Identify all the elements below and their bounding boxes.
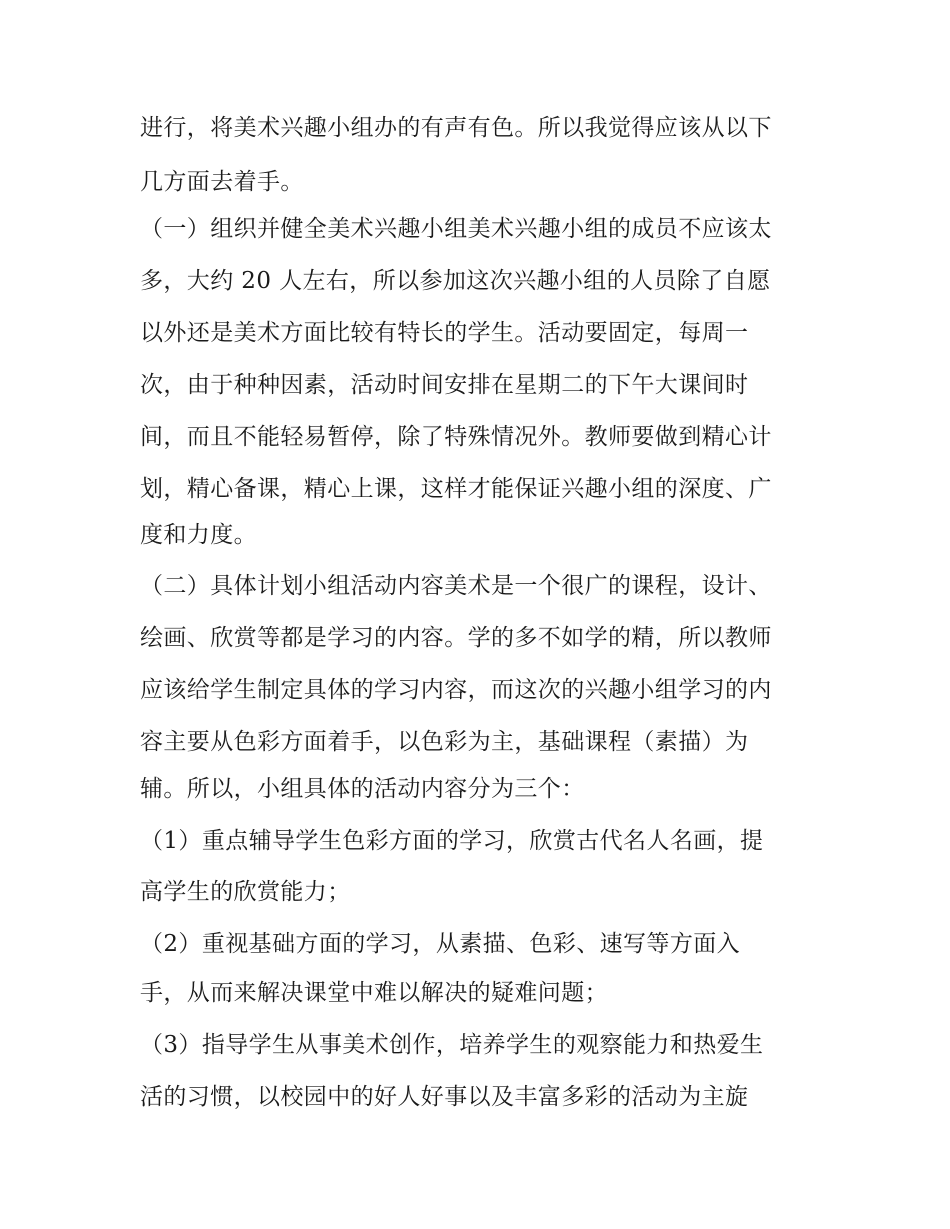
text-line: 以外还是美术方面比较有特长的学生。活动要固定，每周一 <box>140 320 749 346</box>
text-line: （2）重视基础方面的学习，从素描、色彩、速写等方面入 <box>140 931 741 957</box>
text-line: 手，从而来解决课堂中难以解决的疑难问题； <box>140 980 608 1006</box>
text-line: 几方面去着手。 <box>140 169 304 195</box>
text-line: （一）组织并健全美术兴趣小组美术兴趣小组的成员不应该太 <box>140 216 772 242</box>
text-line: 容主要从色彩方面着手，以色彩为主，基础课程（素描）为 <box>140 729 749 755</box>
text-line: （二）具体计划小组活动内容美术是一个很广的课程，设计、 <box>140 573 772 599</box>
text-line: 次，由于种种因素，活动时间安排在星期二的下午大课间时 <box>140 372 749 398</box>
text-line: 多，大约 20 人左右，所以参加这次兴趣小组的人员除了自愿 <box>140 268 771 294</box>
text-line: （1）重点辅导学生色彩方面的学习，欣赏古代名人名画，提 <box>140 828 764 854</box>
text-line: 高学生的欣赏能力； <box>140 879 351 905</box>
text-line: 辅。所以，小组具体的活动内容分为三个： <box>140 776 585 802</box>
text-line: 进行，将美术兴趣小组办的有声有色。所以我觉得应该从以下 <box>140 115 772 141</box>
text-line: 应该给学生制定具体的学习内容，而这次的兴趣小组学习的内 <box>140 677 772 703</box>
text-line: 活的习惯，以校园中的好人好事以及丰富多彩的活动为主旋 <box>140 1084 749 1110</box>
text-line: 间，而且不能轻易暂停，除了特殊情况外。教师要做到精心计 <box>140 424 772 450</box>
text-line: （3）指导学生从事美术创作，培养学生的观察能力和热爱生 <box>140 1032 764 1058</box>
text-line: 划，精心备课，精心上课，这样才能保证兴趣小组的深度、广 <box>140 476 772 502</box>
text-line: 绘画、欣赏等都是学习的内容。学的多不如学的精，所以教师 <box>140 625 772 651</box>
text-line: 度和力度。 <box>140 522 257 548</box>
